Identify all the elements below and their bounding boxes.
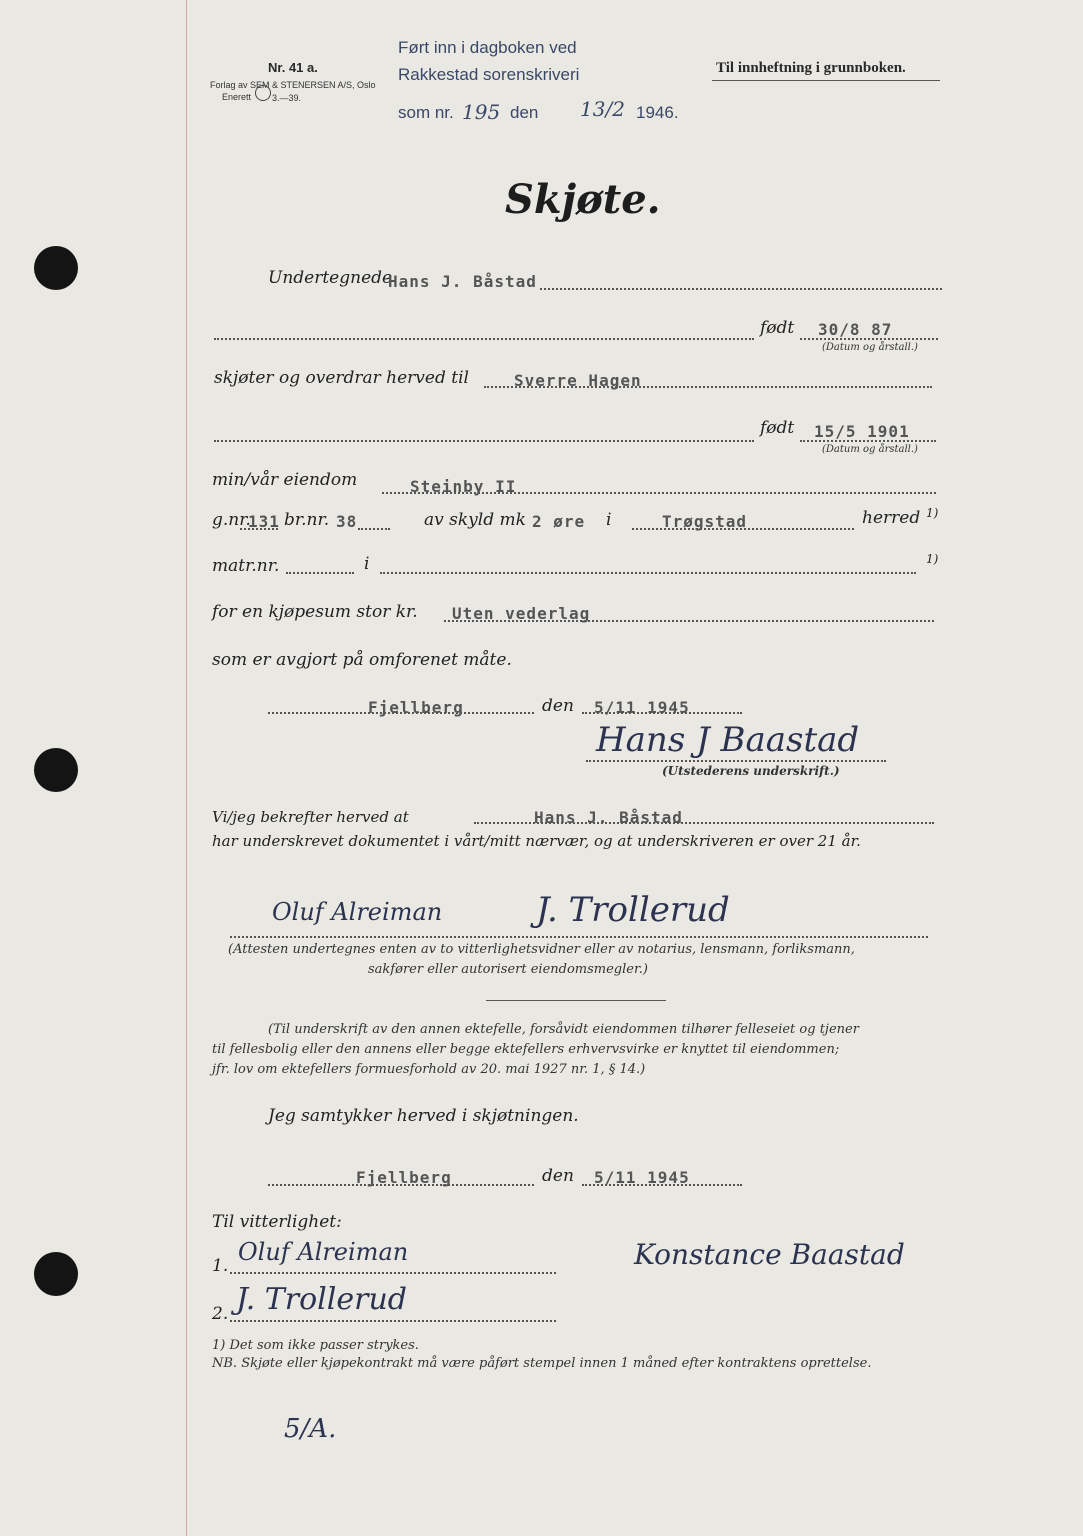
gnr-label: g.nr. [212,510,251,530]
form-number: Nr. 41 a. [268,60,318,75]
consent-text: Jeg samtykker herved i skjøtningen. [268,1106,579,1126]
spouse-signature: Konstance Baastad [634,1238,905,1271]
document-title: Skjøte. [505,176,661,223]
seller-line-2 [214,338,754,340]
seller-born-label: født [760,318,795,338]
punch-hole [34,246,78,290]
heading-underline [712,80,940,81]
issuer-signature: Hans J Baastad [596,720,860,760]
stamp-year: 1946. [636,103,679,122]
witness-sig-line [230,936,928,938]
margin-rule [186,0,187,1536]
date-line [582,712,742,714]
buyer-label: skjøter og overdrar herved til [214,368,469,388]
seller-line [540,288,942,290]
place: Fjellberg [368,698,464,717]
gnr-value: 131 [248,512,280,531]
hand-note: 5/A. [284,1414,337,1444]
seller-label: Undertegnede [268,268,393,288]
nb-note: NB. Skjøte eller kjøpekontrakt må være påført stempel innen 1 måned efter kontraktens oprettelse. [212,1356,872,1371]
spouse-place: Fjellberg [356,1168,452,1187]
issuer-sig-line [586,760,886,762]
property-name: Steinby II [410,477,517,496]
bnr-line [358,528,390,530]
price-line [444,620,934,622]
matr-line [286,572,354,574]
seller-born-line [800,338,938,340]
buyer-born-line [800,440,936,442]
seller-born-value: 30/8 87 [818,320,893,339]
witness-number-1: 1. [212,1256,229,1276]
seller-born-caption: (Datum og årstall.) [822,342,918,353]
matr-label: matr.nr. [212,556,280,576]
spouse-date: 5/11 1945 [594,1168,690,1187]
gnr-line [240,528,278,530]
spouse-note-2: til fellesbolig eller den annens eller begge ektefellers erhvervsvirke er knyttet til eiendommen; [212,1042,840,1057]
den-label: den [542,696,574,716]
buyer-line [484,386,932,388]
skyld-label: av skyld mk [424,510,526,530]
spouse-witness-1-line [230,1272,556,1274]
stamp-nr-value: 195 [462,100,501,124]
rights: Enerett [222,92,252,102]
punch-hole [34,1252,78,1296]
attest-note-1: (Attesten undertegnes enten av to vitterlighetsvidner eller av notarius, lensmann, forliksmann, [228,942,855,957]
stamp-date-value: 13/2 [580,97,625,121]
footnote: 1) Det som ikke passer strykes. [212,1338,419,1353]
herred-value: Trøgstad [662,512,748,531]
confirm-line [474,822,934,824]
buyer-born-value: 15/5 1901 [814,422,910,441]
right-heading: Til innheftning i grunnboken. [716,60,906,76]
place-line [268,712,534,714]
bnr-value: 38 [336,512,358,531]
herred-label: herred [862,508,921,528]
issuer-caption: (Utstederens underskrift.) [662,764,840,778]
witness-sig-1: Oluf Alreiman [272,898,443,926]
spouse-witness-2-line [230,1320,556,1322]
buyer-line-2 [214,440,754,442]
buyer-name: Sverre Hagen [514,371,642,390]
publisher: Forlag av SEM & STENERSEN A/S, Oslo [210,80,376,90]
property-label: min/vår eiendom [212,470,358,490]
stamp-som-nr: som nr. [398,103,454,122]
price-settled: som er avgjort på omforenet måte. [212,650,512,670]
spouse-witness-1: Oluf Alreiman [238,1238,409,1266]
vitterlighet-label: Til vitterlighet: [212,1212,342,1232]
spouse-date-line [582,1184,742,1186]
stamp-den: den [510,103,539,122]
footnote-mark: 1) [926,506,939,520]
edition: 3.—39. [272,93,302,103]
matr-i: i [364,554,370,574]
witness-sig-2: J. Trollerud [536,890,730,930]
i-label: i [606,510,612,530]
bnr-label: br.nr. [284,510,330,530]
confirm-name: Hans J. Båstad [534,808,683,827]
herred-line [632,528,854,530]
attest-note-2: sakfører eller autorisert eiendomsmegler.) [368,962,648,977]
date: 5/11 1945 [594,698,690,717]
punch-hole [34,748,78,792]
spouse-den-label: den [542,1166,574,1186]
confirm-label: Vi/jeg bekrefter herved at [212,808,409,826]
seller-name: Hans J. Båstad [388,272,537,291]
publisher-logo-icon [255,85,271,101]
price-value: Uten vederlag [452,604,591,623]
matr-i-line [380,572,916,574]
spouse-note-3: jfr. lov om ektefellers formuesforhold av 20. mai 1927 nr. 1, § 14.) [212,1062,646,1077]
spouse-place-line [268,1184,534,1186]
skyld-value: 2 øre [532,512,586,531]
confirm-text: har underskrevet dokumentet i vårt/mitt nærvær, og at underskriveren er over 21 år. [212,832,861,850]
witness-number-2: 2. [212,1304,229,1324]
spouse-note-1: (Til underskrift av den annen ektefelle, forsåvidt eiendommen tilhører felleseiet og tjener [268,1022,859,1037]
buyer-born-caption: (Datum og årstall.) [822,444,918,455]
stamp-line-1: Ført inn i dagboken ved [398,38,577,57]
footnote-mark-2: 1) [926,552,939,566]
price-label: for en kjøpesum stor kr. [212,602,418,622]
separator [486,1000,666,1001]
property-line [382,492,936,494]
buyer-born-label: født [760,418,795,438]
spouse-witness-2: J. Trollerud [236,1282,407,1317]
stamp-line-2: Rakkestad sorenskriveri [398,65,580,84]
